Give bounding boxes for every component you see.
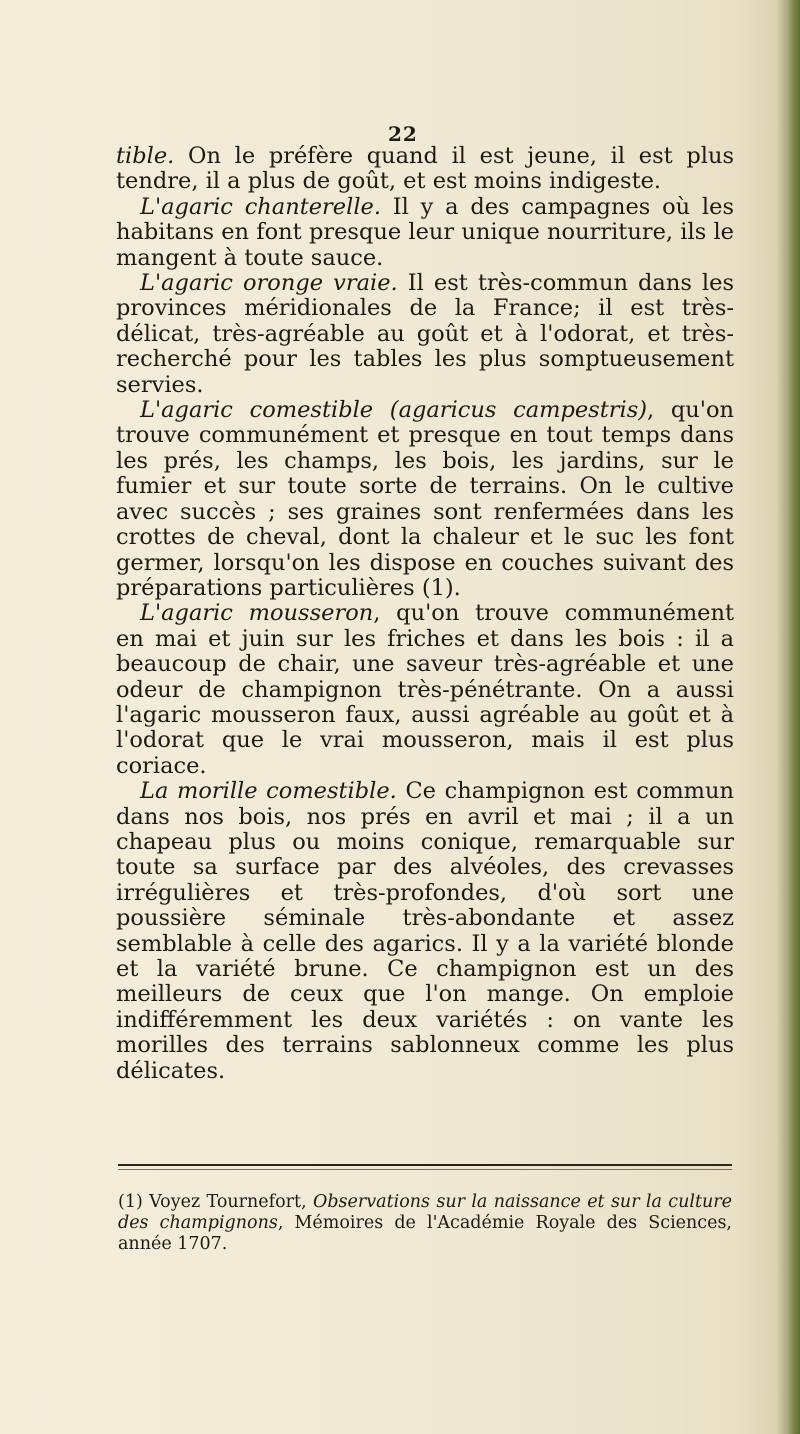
footnote-title: Observations sur la naissance et sur la culture des champignons xyxy=(118,1192,732,1233)
paragraph-oronge: L'agaric oronge vraie. Il est très-commun dans les provinces méridionales de la France; il est très-délicat, très-agréable au goût et à l'odorat, et très-recherché pour les tables les plus somptueusement servies. xyxy=(116,270,734,398)
body-text xyxy=(116,144,734,1084)
footnote: (1) Voyez Tournefort, Observations sur la naissance et sur la culture des champignons, Mémoires de l'Académie Royale des Sciences, année 1707. xyxy=(118,1192,732,1254)
footnote-marker: (1) xyxy=(118,1192,143,1212)
page-edge-shadow xyxy=(786,0,800,1434)
paragraph-continuation: tible. On le préfère quand il est jeune, il est plus tendre, il a plus de goût, et est moins indigeste. xyxy=(116,143,734,195)
footnote-divider xyxy=(118,1164,732,1166)
page-number: 22 xyxy=(388,122,418,146)
paragraph-mousseron: L'agaric mousseron, qu'on trouve communément en mai et juin sur les friches et dans les bois : il a beaucoup de chair, une saveur très-agréable et une odeur de champignon très-pénétrante. On a aussi l'agaric mousseron faux, aussi agréable au goût et à l'odorat que le vrai mousseron, mais il est plus coriace. xyxy=(116,600,735,779)
footnote-divider-thin xyxy=(118,1169,732,1170)
paragraph-morille: La morille comestible. Ce champignon est commun dans nos bois, nos prés en avril et mai ; il a un chapeau plus ou moins conique, remarquable sur toute sa surface par des alvéoles, des crevasses irrégulières et très-profondes, d'où sort une poussière séminale très-abondante et assez semblable à celle des agarics. Il y a la variété blonde et la variété brune. Ce champignon est un des meilleurs de ceux que l'on mange. On emploie indifféremment les deux variétés : on vante les morilles des terrains sablonneux comme les plus délicates. xyxy=(116,778,734,1084)
paragraph-comestible: L'agaric comestible (agaricus campestris), qu'on trouve communément et presque en tout temps dans les prés, les champs, les bois, les jardins, sur le fumier et sur toute sorte de terrains. On le cultive avec succès ; ses graines sont renfermées dans les crottes de cheval, dont la chaleur et le suc les font germer, lorsqu'on les dispose en couches suivant des préparations particulières (1). xyxy=(116,397,734,601)
paragraph-chanterelle: L'agaric chanterelle. Il y a des campagnes où les habitans en font presque leur unique nourriture, ils le mangent à toute sauce. xyxy=(116,193,734,271)
